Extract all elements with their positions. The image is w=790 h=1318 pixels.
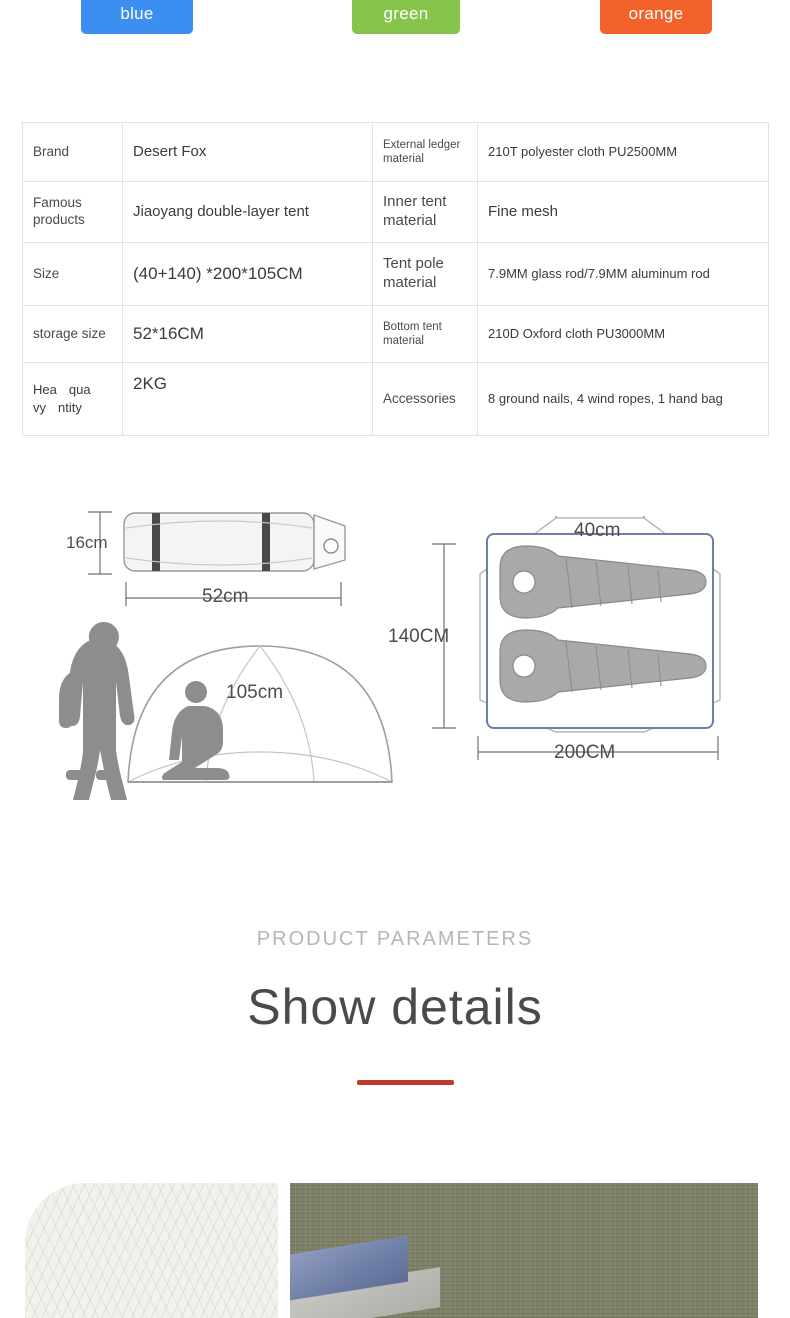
spec-key: Inner tent material [373, 182, 478, 243]
top-width-label: 40cm [574, 520, 621, 541]
spec-value: Fine mesh [478, 182, 769, 243]
spec-key [23, 363, 123, 436]
table-row [23, 182, 769, 243]
dimension-diagram [0, 470, 790, 810]
spec-value: 52*16CM [123, 306, 373, 363]
section-title: Show details [247, 979, 543, 1035]
color-chip-orange[interactable] [600, 0, 712, 34]
spec-value: (40+140) *200*105CM [123, 243, 373, 306]
bag-height-label: 16cm [66, 533, 108, 552]
fabric-photo-right [290, 1183, 758, 1318]
spec-key: storage size [23, 306, 123, 363]
table-row [23, 363, 769, 436]
inner-width-label: 140CM [388, 626, 450, 647]
spec-key: Tent pole material [373, 243, 478, 306]
section-subtitle: PRODUCT PARAMETERS [256, 928, 534, 950]
spec-key-part: qua [68, 382, 91, 398]
spec-value: 2KG [123, 363, 373, 436]
spec-value: 8 ground nails, 4 wind ropes, 1 hand bag [478, 363, 769, 436]
fabric-texture [25, 1183, 278, 1318]
spec-key: External ledger material [373, 123, 478, 182]
spec-key: Bottom tent material [373, 306, 478, 363]
spec-value: 210T polyester cloth PU2500MM [478, 123, 769, 182]
spec-value: Jiaoyang double-layer tent [123, 182, 373, 243]
bag-length-label: 52cm [202, 586, 249, 607]
spec-value: Desert Fox [123, 123, 373, 182]
spec-key: Brand [23, 123, 123, 182]
table-row [23, 306, 769, 363]
color-chip-green[interactable] [352, 0, 460, 34]
color-options [0, 0, 790, 34]
specification-table [22, 122, 769, 436]
tent-height-label: 105cm [226, 682, 284, 703]
spec-key-part: ntity [58, 400, 82, 415]
stuff-sack-illustration [124, 513, 345, 571]
spec-key: Accessories [373, 363, 478, 436]
color-chip-blue[interactable] [81, 0, 193, 34]
dome-tent-illustration [128, 646, 392, 782]
table-row [23, 123, 769, 182]
color-chip-green-label: green [383, 4, 429, 23]
color-chip-orange-label: orange [628, 4, 684, 23]
detail-photos [0, 1183, 790, 1318]
table-row [23, 243, 769, 306]
inner-length-label: 200CM [554, 742, 616, 763]
spec-key: Size [23, 243, 123, 306]
color-chip-blue-label: blue [120, 4, 154, 23]
spec-value: 7.9MM glass rod/7.9MM aluminum rod [478, 243, 769, 306]
section-divider [357, 1080, 454, 1085]
person-silhouette [59, 622, 134, 800]
spec-value: 210D Oxford cloth PU3000MM [478, 306, 769, 363]
spec-key: Famous products [23, 182, 123, 243]
tent-footprint-illustration [480, 518, 720, 732]
spec-key-part: vy [33, 400, 46, 415]
fabric-photo-left [25, 1183, 278, 1318]
spec-key-part: Hea [33, 382, 57, 398]
